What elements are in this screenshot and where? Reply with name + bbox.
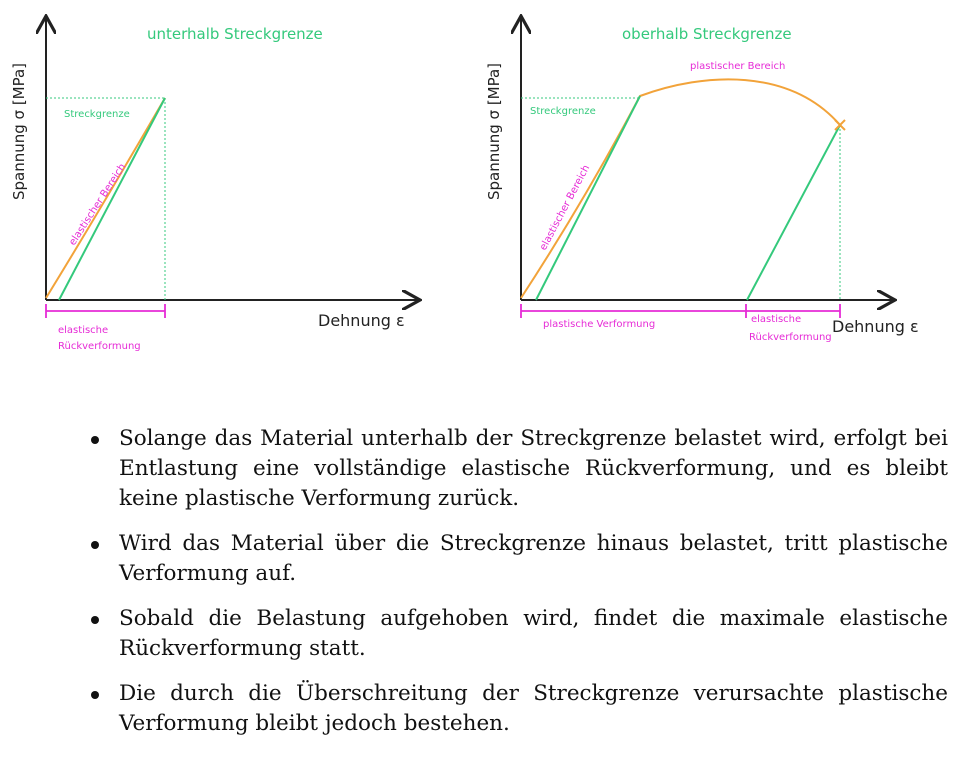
right-title: oberhalb Streckgrenze <box>622 25 792 43</box>
left-elastic-label: elastischer Bereich <box>67 161 129 248</box>
explanation-list <box>86 424 948 754</box>
left-unloading-line <box>59 98 165 300</box>
right-elastic-label: elastischer Bereich <box>537 163 593 253</box>
right-fracture-unloading-line <box>747 125 840 300</box>
right-y-axis-label: Spannung σ [MPa] <box>485 62 503 200</box>
left-diagram <box>10 18 418 352</box>
left-recovery-label-line1: elastische <box>58 325 109 336</box>
right-elastic-unloading-line <box>536 96 640 300</box>
left-title: unterhalb Streckgrenze <box>147 25 323 43</box>
right-recovery-label-line1: elastische <box>751 314 802 325</box>
bullet-item: Die durch die Überschreitung der Streckgrenze verursachte plastische Verformung bleibt jedoch bestehen. <box>86 679 948 739</box>
right-fracture-marker <box>835 120 845 130</box>
right-recovery-label-line2: Rückverformung <box>749 332 832 343</box>
bullet-item: Wird das Material über die Streckgrenze hinaus belastet, tritt plastische Verformung auf. <box>86 529 948 589</box>
left-x-axis-label: Dehnung ε <box>318 311 405 330</box>
right-diagram <box>485 18 919 343</box>
right-x-axis-label: Dehnung ε <box>832 317 919 336</box>
right-yield-label: Streckgrenze <box>530 106 596 117</box>
left-y-axis-label: Spannung σ [MPa] <box>10 62 28 200</box>
bullet-item: Solange das Material unterhalb der Streckgrenze belastet wird, erfolgt bei Entlastung eine vollständige elastische Rückverformung, und es bleibt keine plastische Verformung zurück. <box>86 424 948 514</box>
left-yield-label: Streckgrenze <box>64 109 130 120</box>
bullet-item: Sobald die Belastung aufgehoben wird, findet die maximale elastische Rückverformung statt. <box>86 604 948 664</box>
right-plastic-def-label: plastische Verformung <box>543 319 656 330</box>
left-recovery-label-line2: Rückverformung <box>58 341 141 352</box>
right-plastic-region-label: plastischer Bereich <box>690 61 786 72</box>
